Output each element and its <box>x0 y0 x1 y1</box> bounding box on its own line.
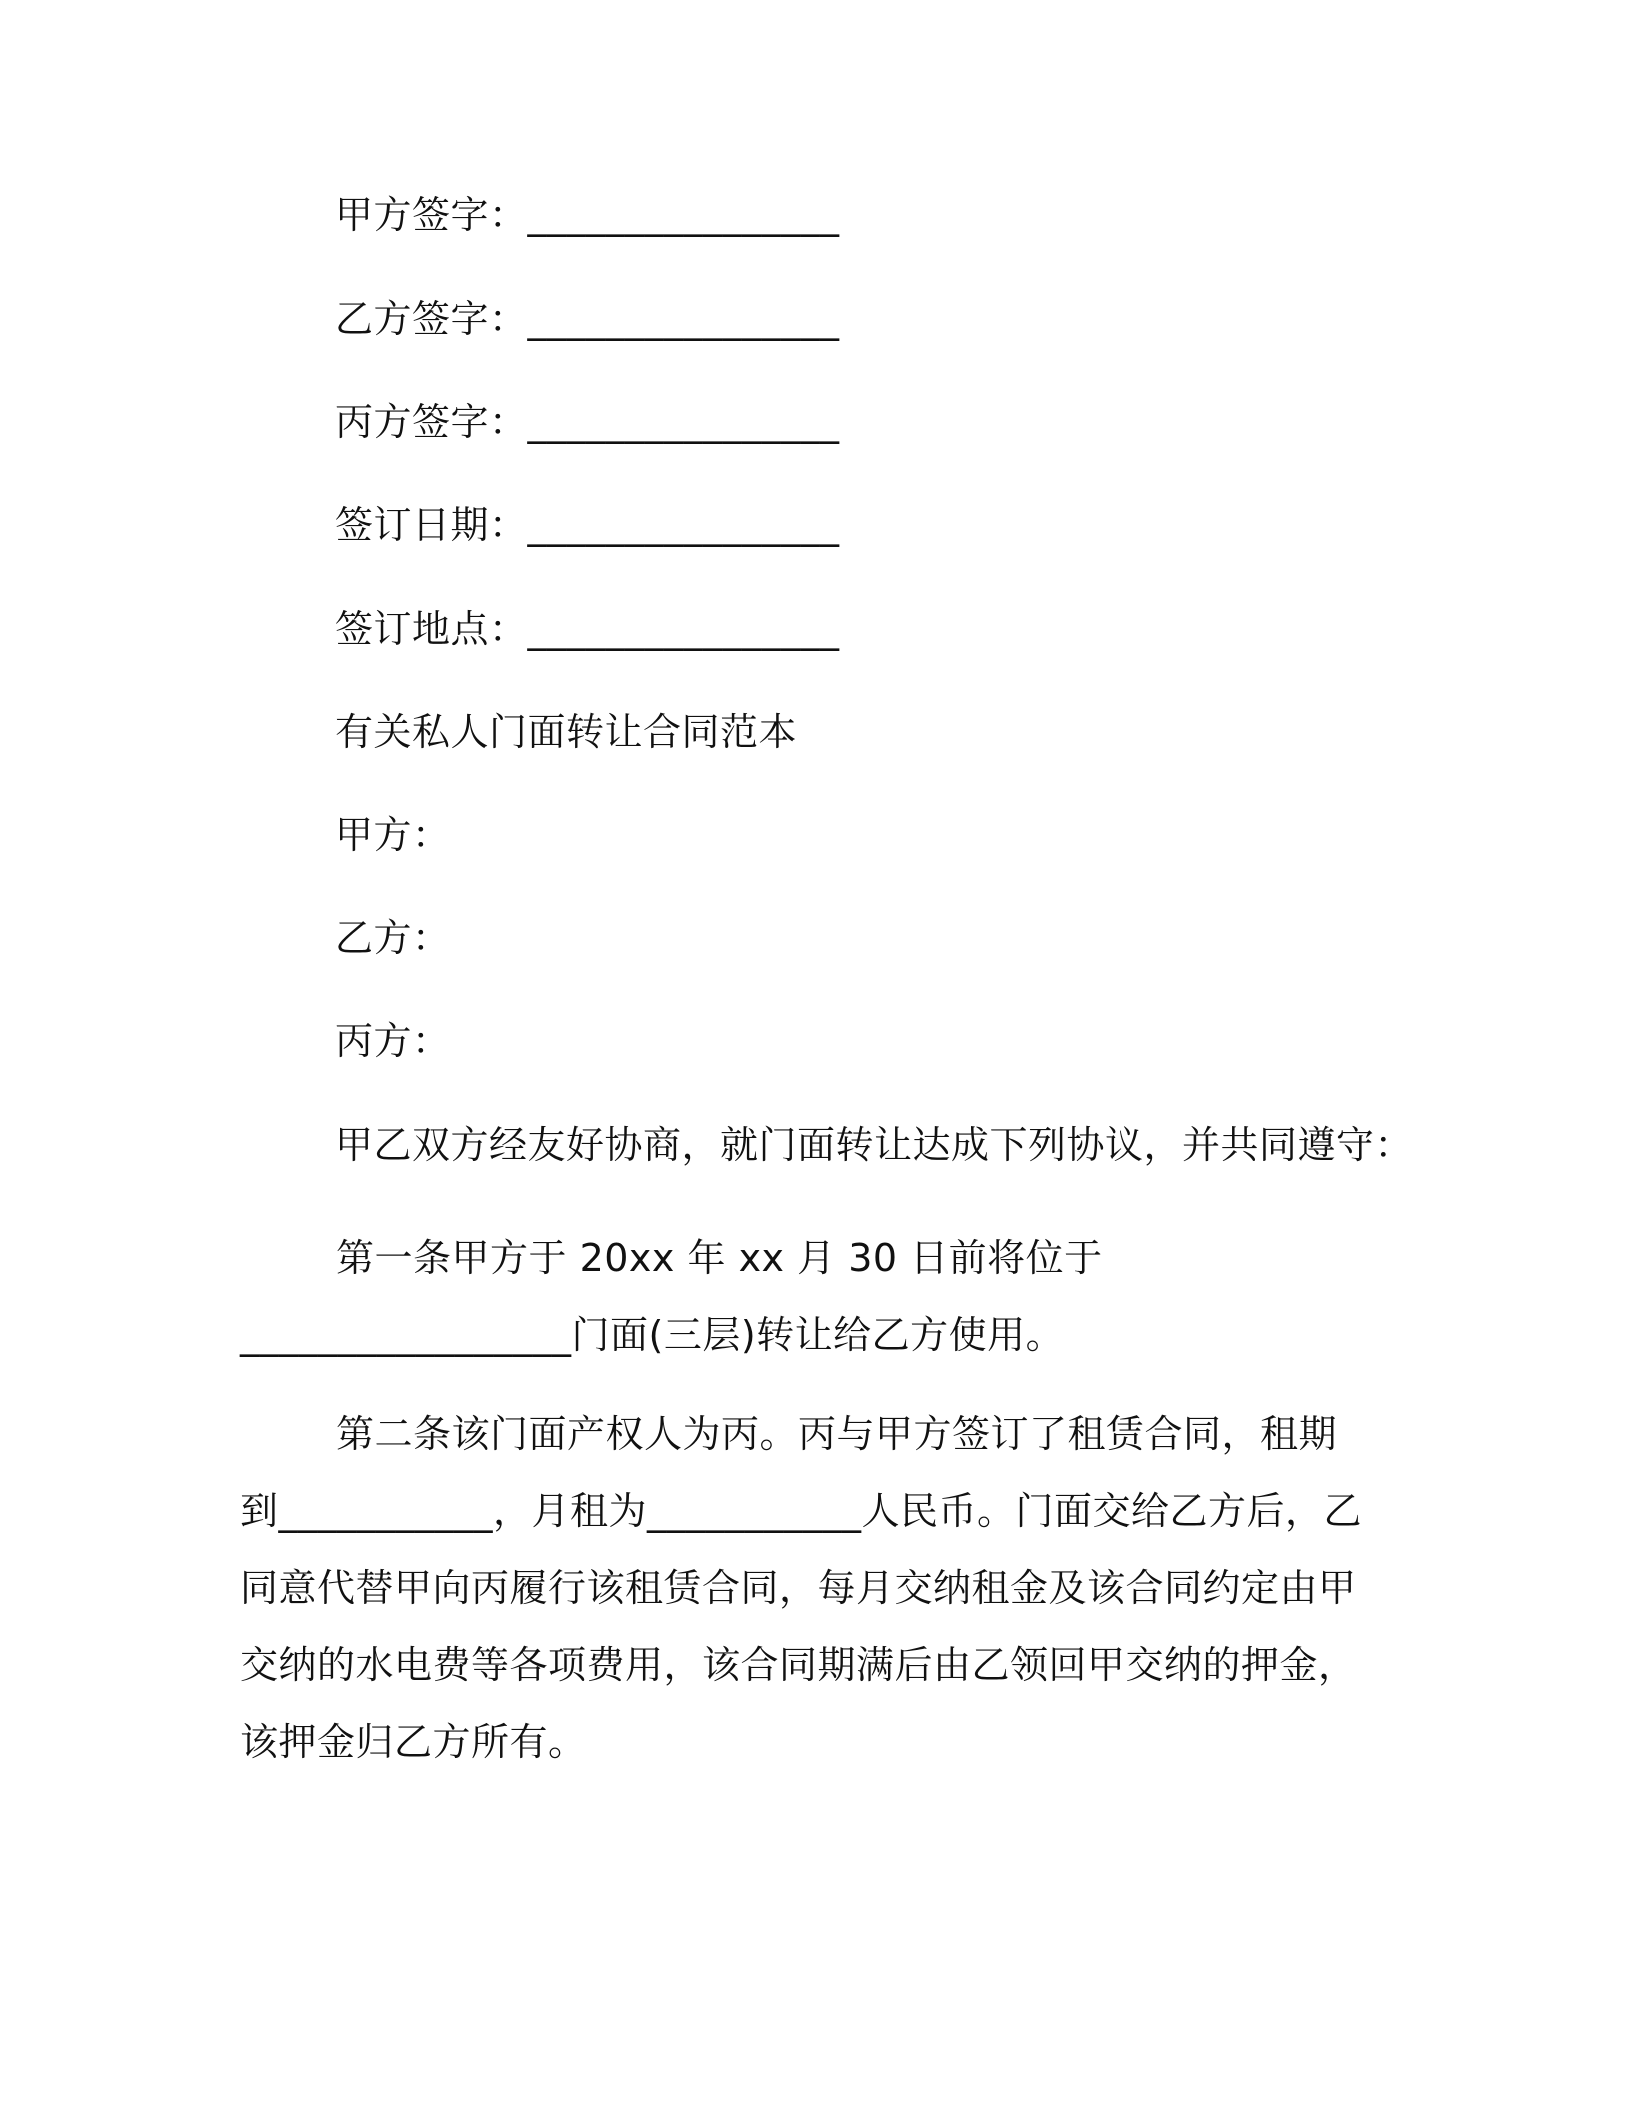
party-c-label: 丙方： <box>335 1019 451 1063</box>
contract-title: 有关私人门面转让合同范本 <box>335 710 798 754</box>
sign-date-line: 签订日期：________________ <box>335 503 840 547</box>
article-2-text: 第二条该门面产权人为丙。丙与甲方签订了租赁合同，租期到___________，月租为___________人民币。门面交给乙方后，乙同意代替甲向丙履行该租赁合同，每月交纳租金及该合同约定由甲交纳的水电费等各项费用，该合同期满后由乙领回甲交纳的押金，该押金归乙方所有。 <box>240 1412 1363 1764</box>
article-1-text: 第一条甲方于 20xx 年 xx 月 30 日前将位于_________________门面(三层)转让给乙方使用。 <box>240 1236 1103 1357</box>
party-a-signature-line: 甲方签字：________________ <box>335 193 840 237</box>
sign-place-line: 签订地点：________________ <box>335 607 840 651</box>
article-1 <box>240 1220 1370 1374</box>
party-c-signature-line: 丙方签字：________________ <box>335 400 840 444</box>
article-2 <box>240 1396 1370 1781</box>
party-a-label: 甲方： <box>335 813 451 857</box>
contract-intro: 甲乙双方经友好协商，就门面转让达成下列协议，并共同遵守： <box>335 1123 1414 1167</box>
party-b-label: 乙方： <box>335 916 451 960</box>
party-b-signature-line: 乙方签字：________________ <box>335 297 840 341</box>
